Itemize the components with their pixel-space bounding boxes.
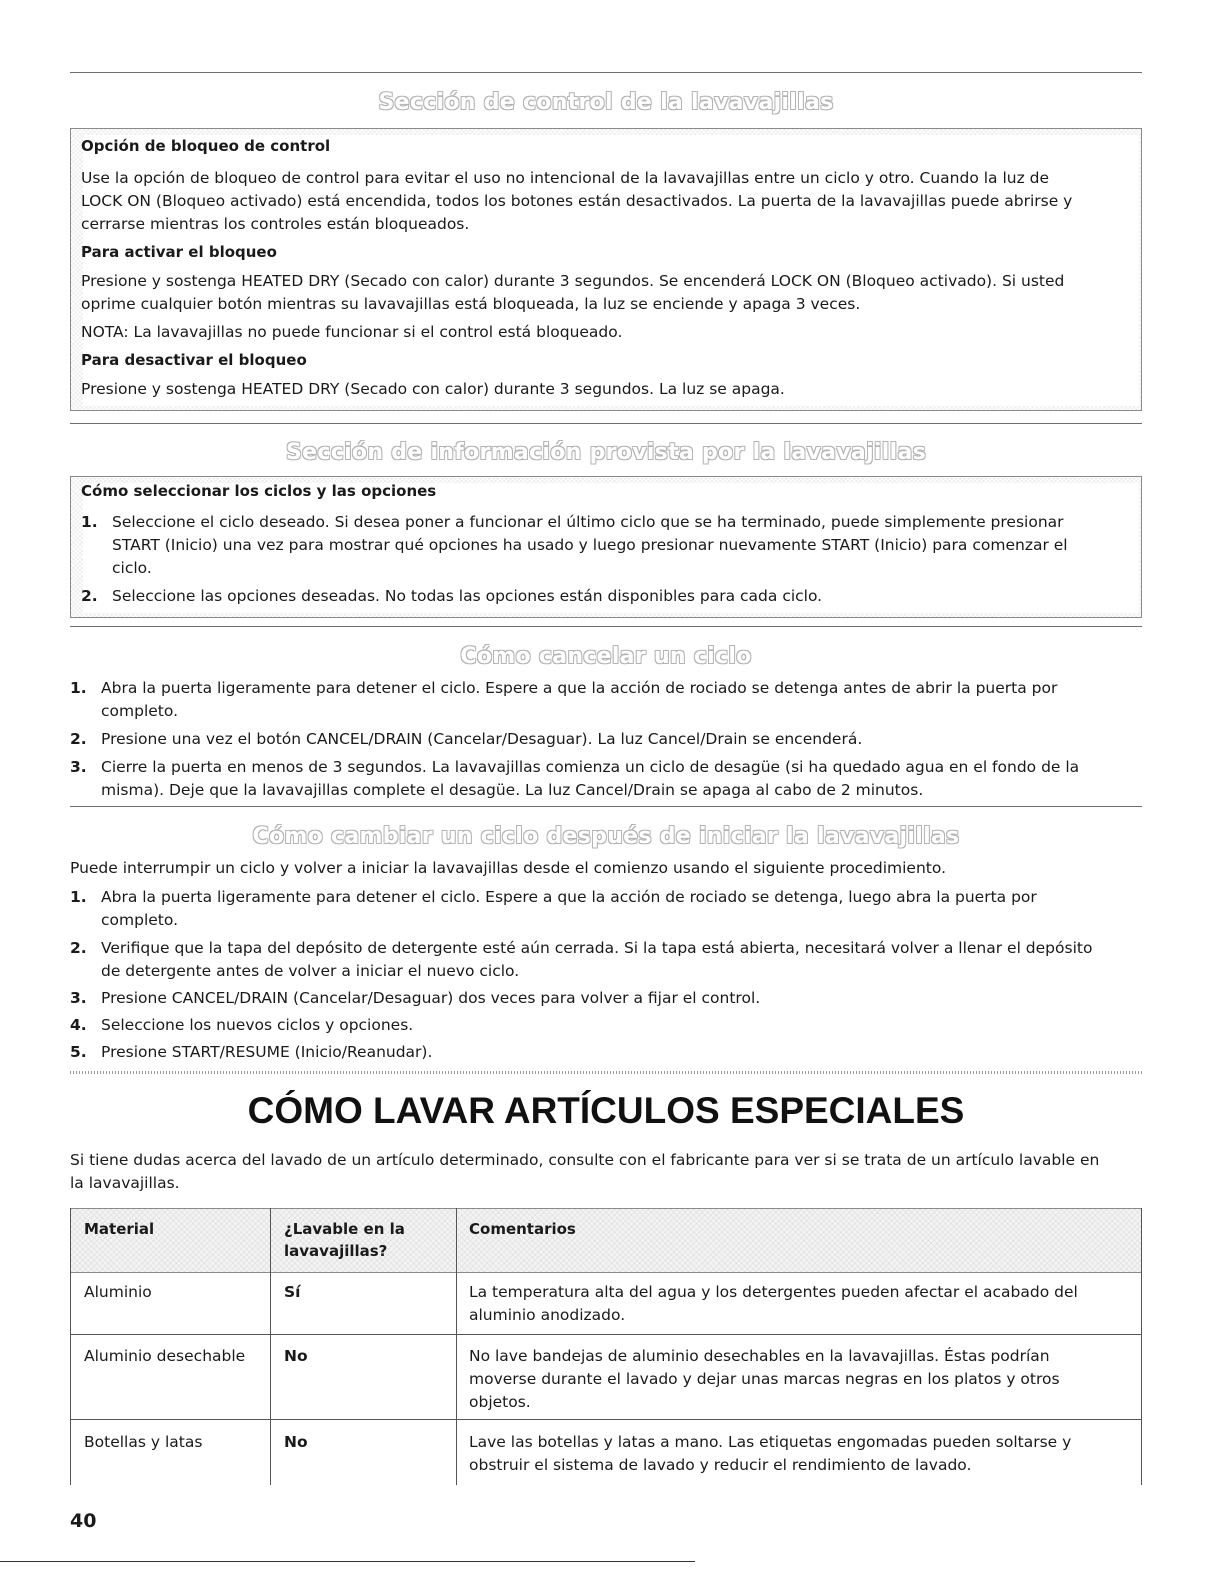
list-number: 5. — [70, 1043, 87, 1061]
list-number: 3. — [70, 989, 87, 1007]
page-number: 40 — [70, 1510, 97, 1532]
section-divider — [70, 626, 1142, 627]
header-comments: Comentarios — [469, 1220, 576, 1238]
cell-washable: Sí — [284, 1283, 301, 1301]
control-lock-heading: Opción de bloqueo de control — [81, 137, 331, 155]
intro-paragraph: Puede interrumpir un ciclo y volver a iniciar la lavavajillas desde el comienzo usando el siguiente procedimiento. — [70, 859, 946, 877]
list-item-line: Seleccione los nuevos ciclos y opciones. — [101, 1016, 414, 1034]
note-line — [81, 321, 622, 343]
section-title-info: Sección de información provista por la lavavajillas — [286, 440, 926, 465]
paragraph-line: LOCK ON (Bloqueo activado) está encendida, todos los botones están desactivados. La puerta de la lavavajillas puede abrirse y — [81, 192, 1073, 210]
list-item-line: Abra la puerta ligeramente para detener el ciclo. Espere a que la acción de rociado se detenga, luego abra la puerta por — [101, 888, 1037, 906]
section-title-control: Sección de control de la lavavajillas — [378, 90, 834, 115]
cell-washable: No — [284, 1433, 308, 1451]
cell-comment-line: moverse durante el lavado y dejar unas marcas negras en los platos y otros — [469, 1370, 1060, 1388]
paragraph-line: Presione y sostenga HEATED DRY (Secado con calor) durante 3 segundos. Se encenderá LOCK ON (Bloqueo activado). Si usted — [81, 272, 1065, 290]
paragraph-line: oprime cualquier botón mientras su lavavajillas está bloqueada, la luz se enciende y apaga 3 veces. — [81, 295, 861, 313]
list-item-line: de detergente antes de volver a iniciar el nuevo ciclo. — [101, 962, 520, 980]
list-item-line: Presione CANCEL/DRAIN (Cancelar/Desaguar) dos veces para volver a fijar el control. — [101, 989, 761, 1007]
section-divider — [70, 72, 1142, 73]
row-divider — [70, 1334, 1142, 1335]
list-item-line: Cierre la puerta en menos de 3 segundos. La lavavajillas comienza un ciclo de desagüe (si ha quedado agua en el fondo de la — [101, 758, 1080, 776]
cell-washable: No — [284, 1347, 308, 1365]
list-item-line: Abra la puerta ligeramente para detener el ciclo. Espere a que la acción de rociado se detenga antes de abrir la puerta por — [101, 679, 1058, 697]
header-material: Material — [84, 1220, 155, 1238]
list-item-line: Seleccione el ciclo deseado. Si desea poner a funcionar el último ciclo que se ha terminado, puede simplemente presionar — [112, 513, 1064, 531]
paragraph-line: cerrarse mientras los controles están bloqueados. — [81, 215, 470, 233]
section-title-cancel: Cómo cancelar un ciclo — [460, 644, 752, 669]
cell-comment-line: objetos. — [469, 1393, 531, 1411]
header-washable: lavavajillas? — [284, 1242, 388, 1260]
list-item-line: misma). Deje que la lavavajillas complete el desagüe. La luz Cancel/Drain se apaga al cabo de 2 minutos. — [101, 781, 924, 799]
dotted-divider — [70, 1071, 1142, 1074]
list-item-line: Seleccione las opciones deseadas. No todas las opciones están disponibles para cada ciclo. — [112, 587, 823, 605]
list-item-line: Presione una vez el botón CANCEL/DRAIN (Cancelar/Desaguar). La luz Cancel/Drain se encenderá. — [101, 730, 863, 748]
list-number: 2. — [81, 587, 98, 605]
cell-comment-line: aluminio anodizado. — [469, 1306, 626, 1324]
cell-comment-line: No lave bandejas de aluminio desechables en la lavavajillas. Éstas podrían — [469, 1347, 1050, 1365]
list-item-line: ciclo. — [112, 559, 152, 577]
list-item-line: Presione START/RESUME (Inicio/Reanudar). — [101, 1043, 433, 1061]
list-number: 1. — [81, 513, 98, 531]
list-number: 1. — [70, 679, 87, 697]
intro-line: Si tiene dudas acerca del lavado de un artículo determinado, consulte con el fabricante para ver si se trata de un artículo lavable en — [70, 1151, 1100, 1169]
row-divider — [70, 1419, 1142, 1420]
list-number: 4. — [70, 1016, 87, 1034]
subheading-deactivate: Para desactivar el bloqueo — [81, 351, 307, 369]
note-text: La lavavajillas no puede funcionar si el control está bloqueado. — [128, 323, 623, 341]
cell-material: Aluminio — [84, 1283, 152, 1301]
table-header — [70, 1208, 1142, 1273]
note-label: NOTA: — [81, 323, 129, 341]
subheading-activate: Para activar el bloqueo — [81, 243, 277, 261]
cell-material: Aluminio desechable — [84, 1347, 246, 1365]
bottom-rule — [0, 1561, 695, 1562]
list-number: 3. — [70, 758, 87, 776]
list-item-line: START (Inicio) una vez para mostrar qué opciones ha usado y luego presionar nuevamente START (Inicio) para comenzar el — [112, 536, 1068, 554]
section-divider — [70, 423, 1142, 424]
list-number: 1. — [70, 888, 87, 906]
list-number: 2. — [70, 939, 87, 957]
cycles-heading: Cómo seleccionar los ciclos y las opciones — [81, 482, 437, 500]
list-number: 2. — [70, 730, 87, 748]
cell-comment-line: obstruir el sistema de lavado y reducir el rendimiento de lavado. — [469, 1456, 972, 1474]
section-title-change: Cómo cambiar un ciclo después de iniciar la lavavajillas — [252, 824, 960, 849]
cell-comment-line: Lave las botellas y latas a mano. Las etiquetas engomadas pueden soltarse y — [469, 1433, 1072, 1451]
cell-comment-line: La temperatura alta del agua y los detergentes pueden afectar el acabado del — [469, 1283, 1078, 1301]
list-item-line: completo. — [101, 702, 179, 720]
header-washable: ¿Lavable en la — [284, 1220, 405, 1238]
page-title: CÓMO LAVAR ARTÍCULOS ESPECIALES — [247, 1090, 965, 1131]
cell-material: Botellas y latas — [84, 1433, 203, 1451]
paragraph-line: Presione y sostenga HEATED DRY (Secado con calor) durante 3 segundos. La luz se apaga. — [81, 380, 785, 398]
list-item-line: completo. — [101, 911, 179, 929]
list-item-line: Verifique que la tapa del depósito de detergente esté aún cerrada. Si la tapa está abierta, necesitará volver a llenar el depósito — [101, 939, 1093, 957]
paragraph-line: Use la opción de bloqueo de control para evitar el uso no intencional de la lavavajillas entre un ciclo y otro. Cuando la luz de — [81, 169, 1050, 187]
section-divider — [70, 806, 1142, 807]
intro-line: la lavavajillas. — [70, 1174, 180, 1192]
